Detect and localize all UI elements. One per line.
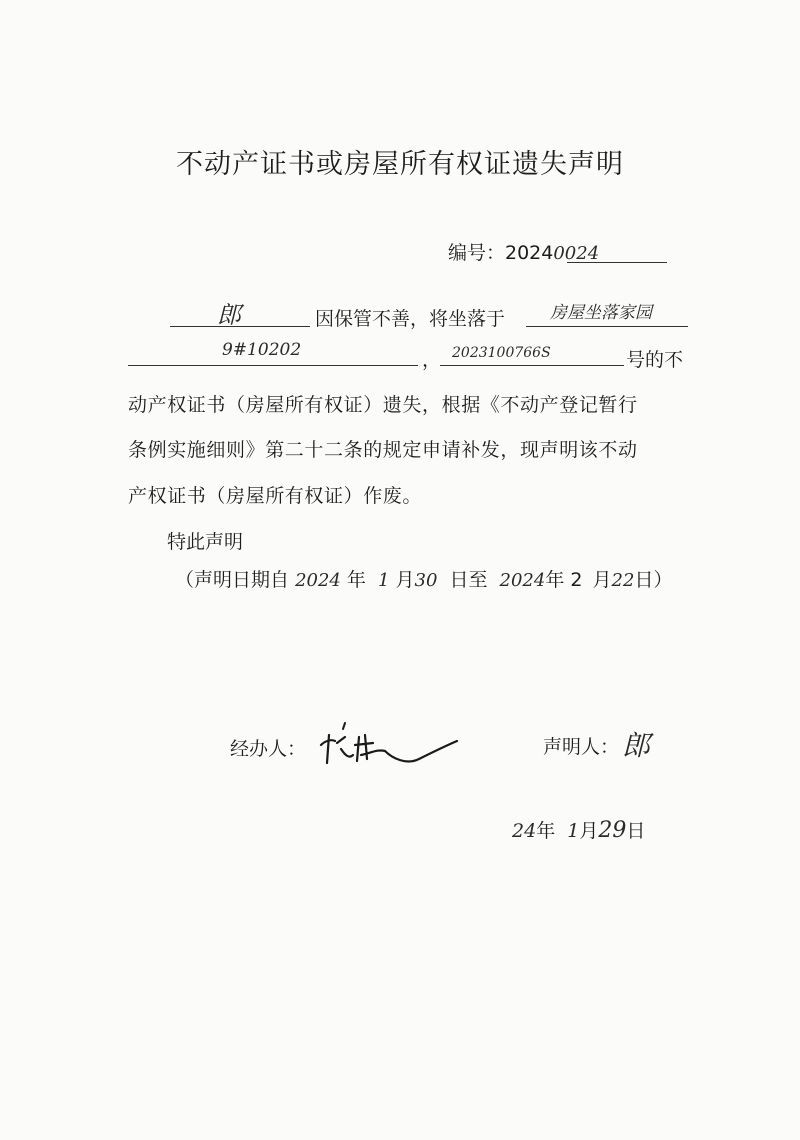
date-day-label: 日 (626, 820, 646, 842)
address-comma: ， (422, 349, 442, 371)
declarant-line-text: 因保管不善，将坐落于 (315, 308, 506, 330)
period-end-day: 22 (611, 570, 635, 591)
period-year-label-2: 年 (545, 569, 565, 591)
body-line-3: 产权证书（房屋所有权证）作废。 (128, 485, 423, 507)
signing-date (512, 816, 645, 843)
declarant-label: 声明人： (543, 736, 620, 758)
special-statement: 特此声明 (167, 531, 244, 553)
location-handwritten: 房屋坐落家园 (550, 303, 652, 323)
serial-number (448, 238, 599, 265)
period-month-label: 月 (395, 569, 415, 591)
declarant-name-handwritten: 郎 (217, 301, 241, 329)
handler-signature (315, 715, 465, 775)
period-start-day: 30 (414, 570, 438, 591)
serial-number-label: 编号：2024 (448, 242, 554, 264)
period-open: （声明日期自 (175, 569, 290, 591)
declarant-signature: 郎 (622, 729, 651, 762)
period-start-year: 2024 (295, 570, 341, 591)
date-month: 1 (567, 820, 580, 842)
handler-signature-drawing (315, 715, 465, 775)
body-line-1: 动产权证书（房屋所有权证）遗失，根据《不动产登记暂行 (128, 394, 638, 416)
room-underline (128, 365, 418, 366)
handler-label: 经办人： (230, 738, 307, 760)
period-month-label-2: 月 (592, 569, 612, 591)
date-day: 29 (598, 818, 627, 843)
serial-number-underline (567, 262, 667, 263)
address-suffix: 号的不 (626, 349, 684, 371)
room-handwritten: 9#10202 (222, 340, 302, 360)
period-start-month: 1 (377, 570, 390, 591)
period-end-month: 2 (570, 569, 583, 591)
location-underline (526, 326, 688, 327)
cert-number-handwritten: 2023100766S (452, 345, 551, 361)
period-year-label: 年 (346, 569, 366, 591)
period-end-year: 2024 (499, 570, 546, 591)
document-title: 不动产证书或房屋所有权证遗失声明 (176, 149, 624, 180)
cert-number-underline (440, 365, 624, 366)
period-close: 日） (634, 569, 673, 591)
date-year: 24 (512, 820, 537, 842)
date-month-label: 月 (579, 820, 599, 842)
date-year-label: 年 (536, 820, 556, 842)
declaration-period (175, 565, 672, 592)
serial-number-handwritten: 0024 (553, 243, 600, 264)
body-line-2: 条例实施细则》第二十二条的规定申请补发，现声明该不动 (128, 439, 638, 461)
period-day-to: 日至 (449, 569, 488, 591)
